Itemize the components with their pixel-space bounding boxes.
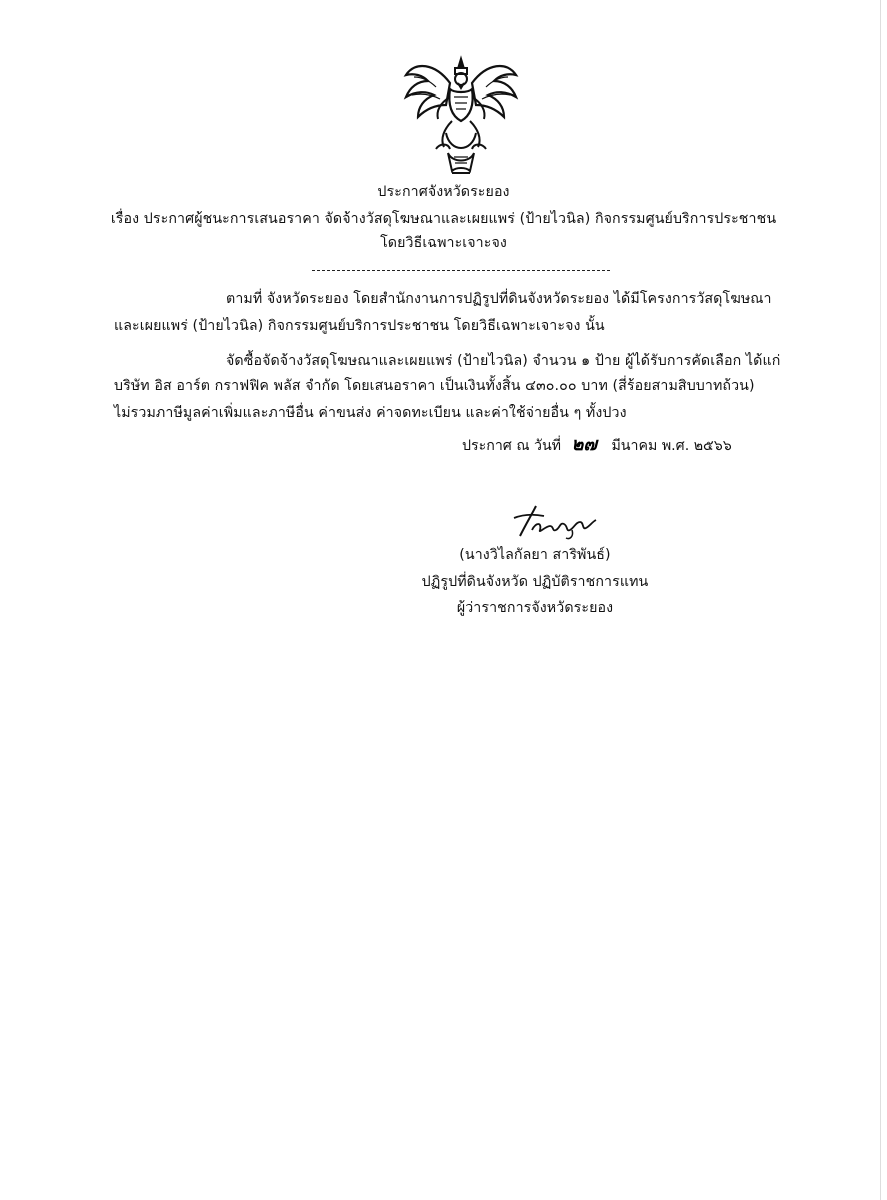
paragraph-2-line-2: บริษัท อิส อาร์ต กราฟฟิค พลัส จำกัด โดยเสนอราคา เป็นเงินทั้งสิ้น ๔๓๐.๐๐ บาท (สี่ร้อยสามสิบบาทถ้วน) [114, 378, 755, 394]
paragraph-1-line-2: และเผยแพร่ (ป้ายไวนิล) กิจกรรมศูนย์บริการประชาชน โดยวิธีเฉพาะเจาะจง นั้น [114, 318, 605, 334]
subject-line-2: โดยวิธีเฉพาะเจาะจง [380, 235, 507, 251]
date-day-handwritten: ๒๗ [571, 434, 597, 455]
paragraph-1-line-1: ตามที่ จังหวัดระยอง โดยสำนักงานการปฏิรูปที่ดินจังหวัดระยอง ได้มีโครงการวัสดุโฆษณา [226, 291, 772, 307]
garuda-emblem-icon [400, 53, 522, 177]
announcement-date [462, 435, 732, 456]
paragraph-2-line-1: จัดซื้อจัดจ้างวัสดุโฆษณาและเผยแพร่ (ป้ายไวนิล) จำนวน ๑ ป้าย ผู้ได้รับการคัดเลือก ได้แก่ [226, 353, 781, 369]
signatory-position-2: ผู้ว่าราชการจังหวัดระยอง [456, 600, 614, 616]
paragraph-2-line-3: ไม่รวมภาษีมูลค่าเพิ่มและภาษีอื่น ค่าขนส่ง ค่าจดทะเบียน และค่าใช้จ่ายอื่น ๆ ทั้งปวง [114, 405, 627, 421]
signature-icon [510, 500, 600, 542]
date-month-year: มีนาคม พ.ศ. ๒๕๖๖ [611, 438, 732, 454]
document-title: ประกาศจังหวัดระยอง [377, 184, 510, 200]
scan-edge [880, 0, 881, 1200]
signatory-position-1: ปฏิรูปที่ดินจังหวัด ปฏิบัติราชการแทน [421, 574, 649, 590]
signatory-name: (นางวิไลกัลยา สาริพันธ์) [459, 547, 611, 563]
dashed-separator [312, 270, 610, 271]
date-prefix: ประกาศ ณ วันที่ [462, 438, 562, 454]
subject-line-1: เรื่อง ประกาศผู้ชนะการเสนอราคา จัดจ้างวัสดุโฆษณาและเผยแพร่ (ป้ายไวนิล) กิจกรรมศูนย์บริการประชาชน [110, 211, 777, 227]
